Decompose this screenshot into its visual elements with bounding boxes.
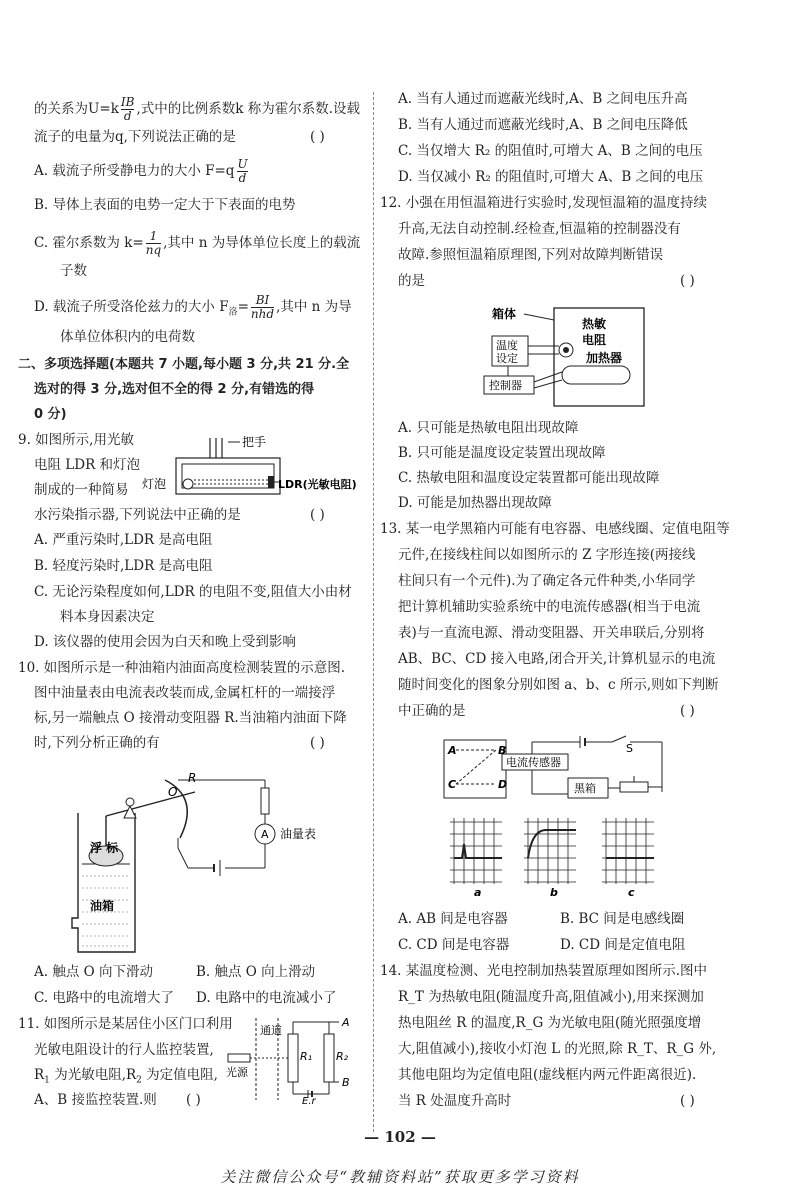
q9-option-c: C. 无论污染程度如何,LDR 的电阻不变,阻值大小由材 <box>34 584 352 600</box>
q13-stem-5: 表)与一直流电源、滑动变阻器、开关串联后,分别将 <box>398 625 705 641</box>
q8-option-c-cont: 子数 <box>60 263 87 279</box>
q13-fig-s-label: S <box>626 742 633 755</box>
q10-option-c: C. 电路中的电流增大了 <box>34 990 174 1006</box>
q10-fig-float-label: 浮 标 <box>90 841 119 855</box>
q10-option-d: D. 电路中的电流减小了 <box>196 990 337 1006</box>
q13-fig-d-label: D <box>498 778 508 791</box>
q10-fig-meter-label: 油量表 <box>280 827 317 841</box>
q10-stem-4: 时,下列分析正确的有 <box>34 735 160 751</box>
q14-stem-6: 当 R 处温度升高时 <box>398 1093 512 1109</box>
q13-answer-paren: ( ) <box>680 703 695 719</box>
q14-stem-3: 热电阻丝 R 的温度,R_G 为光敏电阻(随光照强度增 <box>398 1015 702 1031</box>
q9-fig-ldr-label: LDR(光敏电阻) <box>278 478 357 491</box>
q12-stem-4: 的是 <box>398 273 425 289</box>
q11-fig-b-label: B <box>342 1076 350 1089</box>
q10-fig-a-label: A <box>261 828 269 841</box>
q12-stem-1: 12. 小强在用恒温箱进行实验时,发现恒温箱的温度持续 <box>380 195 708 211</box>
q9-stem-3: 制成的一种简易 <box>34 482 129 498</box>
q12-option-a: A. 只可能是热敏电阻出现故障 <box>398 420 579 436</box>
q14-answer-paren: ( ) <box>680 1093 695 1109</box>
q14-stem-4: 大,阻值减小),接收小灯泡 L 的光照,除 R_T、R_G 外, <box>398 1041 717 1057</box>
q10-answer-paren: ( ) <box>310 735 325 751</box>
q10-stem-3: 标,另一端触点 O 接滑动变阻器 R.当油箱内油面下降 <box>34 710 347 726</box>
q12-figure <box>474 300 664 412</box>
q10-fig-o-label: O <box>168 785 178 799</box>
q12-option-b: B. 只可能是温度设定装置出现故障 <box>398 445 606 461</box>
q11-figure <box>226 1012 366 1104</box>
q11-option-c: C. 当仅增大 R₂ 的阻值时,可增大 A、B 之间的电压 <box>398 143 703 159</box>
q11-fig-light-label: 光源 <box>226 1066 248 1079</box>
section2-heading-line2: 选对的得 3 分,选对但不全的得 2 分,有错选的得 <box>34 382 315 397</box>
q8-option-a: A. 载流子所受静电力的大小 F=q $\frac{U}{d}$ <box>34 157 248 185</box>
page-number: — 102 — <box>364 1128 436 1146</box>
column-divider <box>373 92 374 1132</box>
q12-fig-therm2-label: 电阻 <box>582 333 607 347</box>
q13-option-b: B. BC 间是电感线圈 <box>560 911 685 927</box>
q11-stem-4: A、B 接监控装置.则 <box>34 1092 157 1108</box>
section2-heading-line1: 二、多项选择题(本题共 7 小题,每小题 3 分,共 21 分.全 <box>18 357 350 372</box>
q12-fig-box-label: 箱体 <box>492 307 517 321</box>
q14-stem-5: 其他电阻均为定值电阻(虚线框内两元件距离很近). <box>398 1067 697 1083</box>
q10-fig-r-label: R <box>188 771 197 785</box>
q8-option-d: D. 载流子所受洛伦兹力的大小 $F_洛=$ BI nhd ,其中 n 为导 <box>34 293 352 321</box>
q13-stem-2: 元件,在接线柱间以如图所示的 Z 字形连接(两接线 <box>398 547 696 563</box>
q11-fig-road-label: 通道 <box>260 1024 282 1037</box>
q13-graph-a-label: a <box>474 886 482 896</box>
q13-fig-c-label: C <box>448 778 457 791</box>
q13-graph-c-label: c <box>628 886 635 896</box>
q9-figure <box>140 436 370 502</box>
q8-answer-paren: ( ) <box>310 129 325 145</box>
q11-option-b: B. 当有人通过而遮蔽光线时,A、B 之间电压降低 <box>398 117 688 133</box>
q9-option-a: A. 严重污染时,LDR 是高电阻 <box>34 532 213 548</box>
q12-fig-ctrl-label: 控制器 <box>489 379 522 392</box>
q11-stem-1: 11. 如图所示是某居住小区门口利用 <box>18 1016 233 1032</box>
q10-stem-2: 图中油量表由电流表改装而成,金属杠杆的一端接浮 <box>34 685 336 701</box>
q12-answer-paren: ( ) <box>680 273 695 289</box>
q8-intro-line2: 流子的电量为q,下列说法正确的是 <box>34 129 236 145</box>
q9-stem-1: 9. 如图所示,用光敏 <box>18 432 134 448</box>
q9-fig-lamp-label: 灯泡 <box>142 477 167 491</box>
q11-fig-er-label: E,r <box>302 1096 316 1104</box>
q12-option-c: C. 热敏电阻和温度设定装置都可能出现故障 <box>398 470 660 486</box>
q13-graph-b-label: b <box>550 886 558 896</box>
q12-fig-temp2-label: 设定 <box>496 352 518 365</box>
q11-option-a: A. 当有人通过而遮蔽光线时,A、B 之间电压升高 <box>398 91 688 107</box>
q13-graphs-figure <box>446 816 676 896</box>
q13-fig-a-label: A <box>448 744 457 757</box>
q12-stem-2: 升高,无法自动控制.经检查,恒温箱的控制器没有 <box>398 221 681 237</box>
q9-stem-4: 水污染指示器,下列说法中正确的是 <box>34 507 241 523</box>
q12-fig-heater-label: 加热器 <box>586 351 623 365</box>
q13-stem-3: 柱间只有一个元件).为了确定各元件种类,小华同学 <box>398 573 696 589</box>
q11-stem-2: 光敏电阻设计的行人监控装置, <box>34 1042 214 1058</box>
q9-stem-2: 电阻 LDR 和灯泡 <box>34 457 141 473</box>
q11-fig-a-label: A <box>342 1016 350 1029</box>
q13-stem-6: AB、BC、CD 接入电路,闭合开关,计算机显示的电流 <box>398 651 716 667</box>
q11-option-d: D. 当仅减小 R₂ 的阻值时,可增大 A、B 之间的电压 <box>398 169 704 185</box>
section2-heading-line3: 0 分) <box>34 407 67 422</box>
q13-circuit-figure <box>440 732 670 804</box>
q13-fig-blackbox-label: 黑箱 <box>574 782 596 795</box>
q13-option-a: A. AB 间是电容器 <box>398 911 508 927</box>
q12-fig-therm1-label: 热敏 <box>582 317 607 331</box>
q14-stem-1: 14. 某温度检测、光电控制加热装置原理如图所示.图中 <box>380 963 708 979</box>
q11-fig-r1-label: R₁ <box>300 1050 313 1063</box>
q13-stem-1: 13. 某一电学黑箱内可能有电容器、电感线圈、定值电阻等 <box>380 521 730 537</box>
q10-option-b: B. 触点 O 向上滑动 <box>196 964 316 980</box>
q13-fig-sensor-label: 电流传感器 <box>506 756 561 769</box>
q9-fig-handle-label: 把手 <box>242 436 267 449</box>
q8-option-b: B. 导体上表面的电势一定大于下表面的电势 <box>34 197 296 213</box>
q9-answer-paren: ( ) <box>310 507 325 523</box>
q8-option-c: C. 霍尔系数为 k= $\frac{1}{nq}$ ,其中 n 为导体单位长度上的载流 <box>34 229 361 257</box>
q8-option-d-cont: 体单位体积内的电荷数 <box>60 329 195 345</box>
q11-fig-r2-label: R₂ <box>336 1050 349 1063</box>
q10-stem-1: 10. 如图所示是一种油箱内油面高度检测装置的示意图. <box>18 660 346 676</box>
q13-stem-7: 随时间变化的图象分别如图 a、b、c 所示,则如下判断 <box>398 677 719 693</box>
q14-stem-2: R_T 为热敏电阻(随温度升高,阻值减小),用来探测加 <box>398 989 704 1005</box>
q10-fig-tank-label: 油箱 <box>90 899 115 913</box>
q13-fig-b-label: B <box>498 744 507 757</box>
q12-stem-3: 故障.参照恒温箱原理图,下列对故障判断错误 <box>398 247 664 263</box>
footer-note: 关注微信公众号“教辅资料站”获取更多学习资料 <box>220 1168 580 1186</box>
q13-option-d: D. CD 间是定值电阻 <box>560 937 686 953</box>
q13-stem-8: 中正确的是 <box>398 703 466 719</box>
q8-intro-line1: 的关系为U=k $\frac{IB}{d}$ ,式中的比例系数k 称为霍尔系数.设载 <box>34 95 360 123</box>
q10-option-a: A. 触点 O 向下滑动 <box>34 964 153 980</box>
q12-fig-temp1-label: 温度 <box>496 339 518 352</box>
q12-option-d: D. 可能是加热器出现故障 <box>398 495 552 511</box>
q10-figure <box>60 768 330 958</box>
q9-option-d: D. 该仪器的使用会因为白天和晚上受到影响 <box>34 634 296 650</box>
q9-option-b: B. 轻度污染时,LDR 是高电阻 <box>34 558 213 574</box>
q9-option-c-cont: 料本身因素决定 <box>60 609 155 625</box>
q11-stem-3: $R_1$ 为光敏电阻$,R_2$ 为定值电阻, <box>34 1067 218 1086</box>
q13-stem-4: 把计算机辅助实验系统中的电流传感器(相当于电流 <box>398 599 701 615</box>
q11-answer-paren: ( ) <box>186 1092 201 1108</box>
q13-option-c: C. CD 间是电容器 <box>398 937 510 953</box>
